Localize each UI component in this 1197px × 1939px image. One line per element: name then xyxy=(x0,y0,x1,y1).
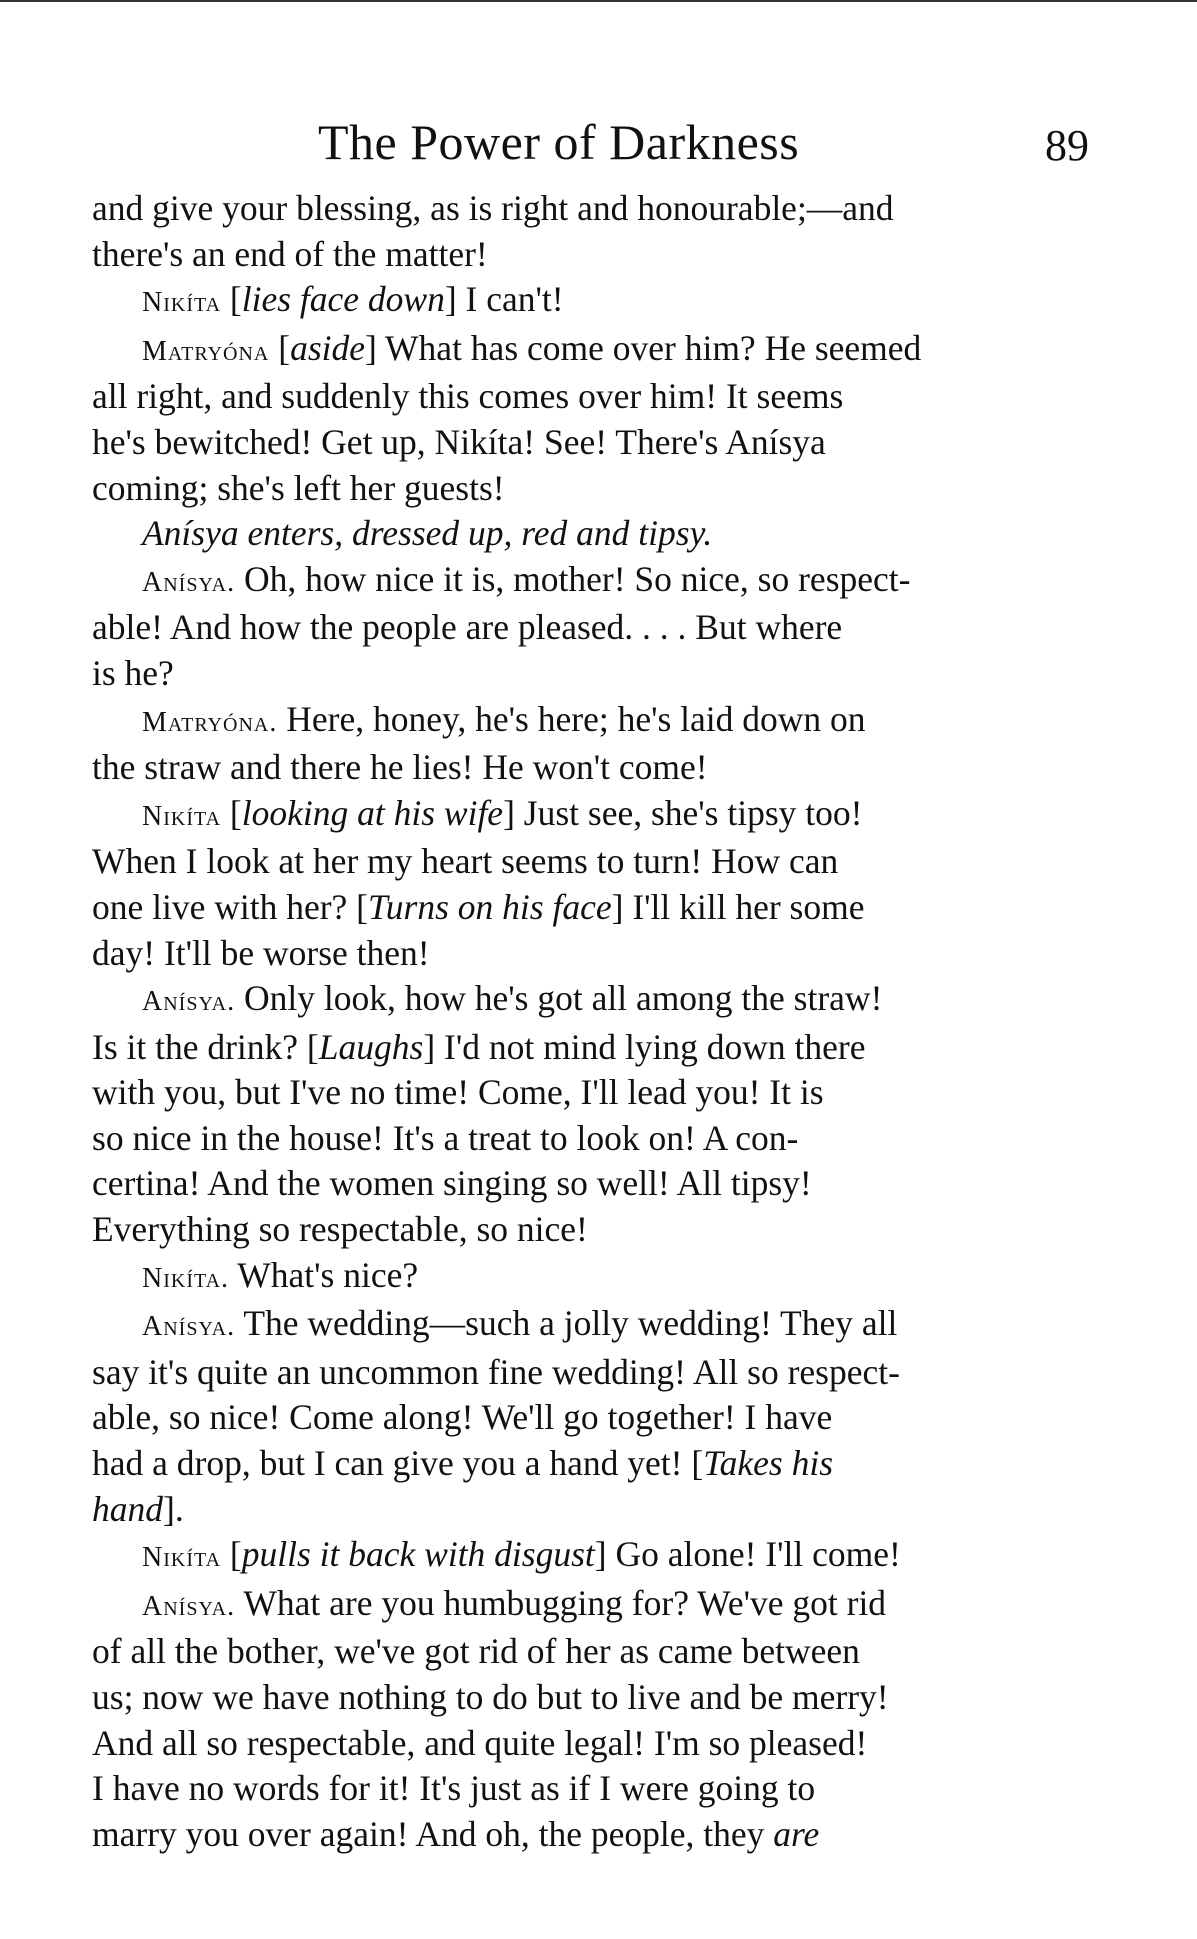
stage-direction-line: Anísya enters, dressed up, red and tipsy. xyxy=(142,513,713,554)
text-line: the straw and there he lies! He won't come! xyxy=(92,747,708,788)
stage-direction: Laughs xyxy=(318,1026,424,1067)
text-line: When I look at her my heart seems to turn! How can xyxy=(92,841,839,882)
speaker-name: Nikíta xyxy=(142,287,222,319)
speaker-name: Matryóna xyxy=(142,335,270,367)
running-title: The Power of Darkness xyxy=(318,114,800,170)
text-line: able! And how the people are pleased. . . . But where xyxy=(92,607,843,648)
stage-direction: Turns on his face xyxy=(368,886,612,927)
text-line: able, so nice! Come along! We'll go together! I have xyxy=(92,1397,833,1438)
speech-line: Anísya. The wedding—such a jolly wedding! They all xyxy=(142,1303,898,1344)
text-line: Everything so respectable, so nice! xyxy=(92,1209,588,1250)
speech-line: Nikíta [lies face down] I can't! xyxy=(142,279,564,320)
text-line: with you, but I've no time! Come, I'll lead you! It is xyxy=(92,1072,824,1113)
text-line: day! It'll be worse then! xyxy=(92,932,430,973)
stage-direction: Takes his xyxy=(703,1443,834,1484)
text-line: he's bewitched! Get up, Nikíta! See! There's Anísya xyxy=(92,421,826,462)
speech-line: Nikíta. What's nice? xyxy=(142,1254,419,1295)
text-line: is he? xyxy=(92,652,174,693)
text-line: all right, and suddenly this comes over him! It seems xyxy=(92,376,844,417)
text-line: say it's quite an uncommon fine wedding! All so respect- xyxy=(92,1351,900,1392)
stage-direction: hand xyxy=(92,1488,163,1529)
speech-line: Anísya. What are you humbugging for? We've got rid xyxy=(142,1582,887,1623)
speech-line: Nikíta [looking at his wife] Just see, she's tipsy too! xyxy=(142,792,863,833)
text-line: us; now we have nothing to do but to live and be merry! xyxy=(92,1677,889,1717)
speaker-name: Matryóna. xyxy=(142,706,278,738)
text-line: coming; she's left her guests! xyxy=(92,467,505,508)
text-line: I have no words for it! It's just as if I were going to xyxy=(92,1768,816,1809)
top-border xyxy=(0,0,1197,2)
stage-direction: aside xyxy=(290,327,365,368)
speaker-name: Anísya. xyxy=(142,1311,236,1343)
stage-direction: looking at his wife xyxy=(241,792,504,833)
speech-line: Anísya. Only look, how he's got all among the straw! xyxy=(142,978,883,1019)
text-line: there's an end of the matter! xyxy=(92,233,488,274)
speech-line: Anísya. Oh, how nice it is, mother! So nice, so respect- xyxy=(142,558,911,599)
speech-line: Matryóna [aside] What has come over him? He seemed xyxy=(142,327,922,368)
speaker-name: Anísya. xyxy=(142,566,236,598)
stage-direction: lies face down xyxy=(241,279,445,320)
text-line: And all so respectable, and quite legal! I'm so pleased! xyxy=(92,1722,868,1763)
speech-line: Nikíta [pulls it back with disgust] Go alone! I'll come! xyxy=(142,1534,901,1575)
page-body xyxy=(92,186,1098,1857)
speaker-name: Nikíta xyxy=(142,800,222,832)
speaker-name: Anísya. xyxy=(142,1590,236,1622)
text-line: one live with her? [Turns on his face] I'll kill her some xyxy=(92,886,865,927)
speaker-name: Nikíta xyxy=(142,1542,222,1574)
text-line: so nice in the house! It's a treat to look on! A con- xyxy=(92,1117,799,1158)
speech-line: Matryóna. Here, honey, he's here; he's laid down on xyxy=(142,698,866,739)
stage-direction: pulls it back with disgust xyxy=(241,1534,595,1575)
text-line: hand]. xyxy=(92,1488,184,1529)
text-line: Is it the drink? [Laughs] I'd not mind lying down there xyxy=(92,1026,866,1067)
stage-direction: are xyxy=(773,1813,820,1854)
speaker-name: Nikíta. xyxy=(142,1262,230,1294)
page-number: 89 xyxy=(1045,121,1089,170)
speaker-name: Anísya. xyxy=(142,986,236,1018)
text-line: marry you over again! And oh, the people, they are xyxy=(92,1813,820,1854)
text-line: had a drop, but I can give you a hand yet! [Takes his xyxy=(92,1443,834,1484)
text-line: certina! And the women singing so well! All tipsy! xyxy=(92,1163,812,1204)
text-line: of all the bother, we've got rid of her as came between xyxy=(92,1631,860,1672)
page-header xyxy=(0,112,1197,172)
text-line: and give your blessing, as is right and honourable;—and xyxy=(92,188,894,228)
